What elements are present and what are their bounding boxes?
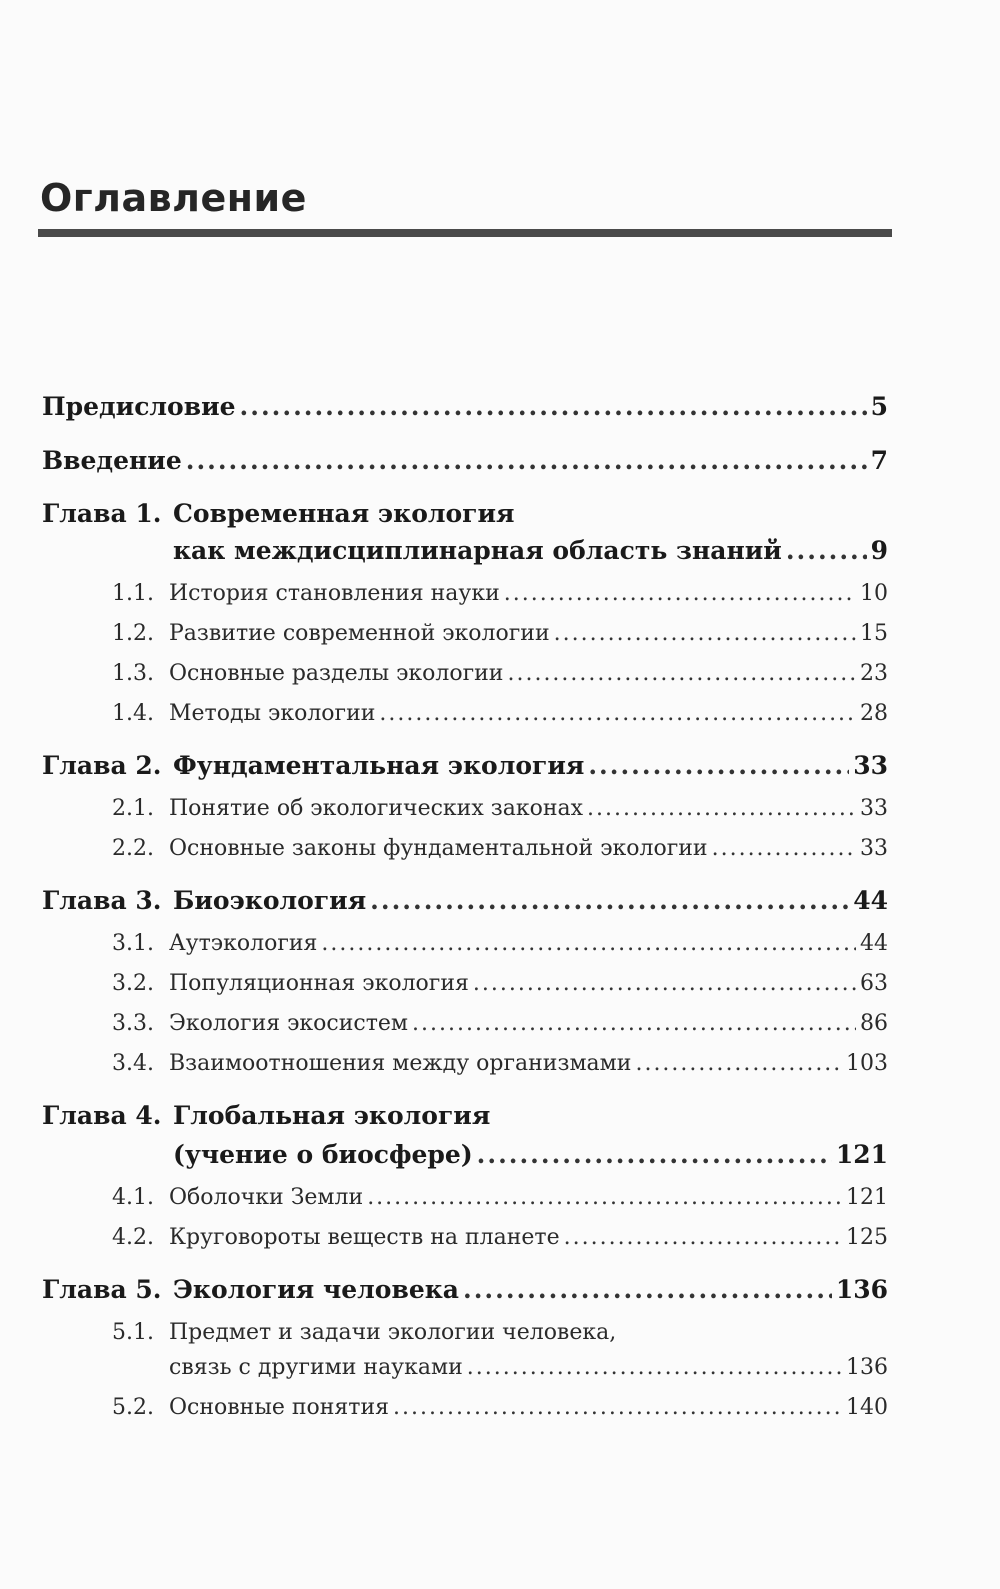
leader-dots bbox=[379, 701, 856, 726]
page-title: Оглавление bbox=[40, 176, 307, 220]
toc-entry-chapter-4-line1[interactable] bbox=[42, 1101, 490, 1130]
toc-label: как междисциплинарная область знаний bbox=[173, 536, 782, 565]
toc-page-number: 136 bbox=[846, 1355, 888, 1380]
toc-page-number: 33 bbox=[860, 796, 888, 821]
toc-page-number: 5 bbox=[870, 392, 888, 421]
toc-label: Аутэкология bbox=[169, 931, 318, 956]
toc-section-number: 5.2. bbox=[112, 1395, 154, 1420]
toc-page-number: 15 bbox=[860, 621, 888, 646]
toc-entry-section-3-2[interactable] bbox=[112, 971, 888, 996]
toc-entry-section-4-1[interactable] bbox=[112, 1185, 888, 1210]
toc-section-number: 1.4. bbox=[112, 701, 154, 726]
toc-entry-section-3-3[interactable] bbox=[112, 1011, 888, 1036]
leader-dots bbox=[507, 661, 856, 686]
toc-label: (учение о биосфере) bbox=[173, 1140, 473, 1169]
leader-dots bbox=[463, 1275, 832, 1304]
toc-page-number: 103 bbox=[846, 1051, 888, 1076]
toc-section-number: 2.1. bbox=[112, 796, 154, 821]
toc-entry-preface[interactable] bbox=[42, 392, 888, 421]
toc-label: Основные разделы экологии bbox=[169, 661, 504, 686]
toc-label: Экология экосистем bbox=[169, 1011, 409, 1036]
toc-chapter-number: Глава 1. bbox=[42, 499, 162, 528]
leader-dots bbox=[786, 536, 867, 565]
toc-label: Методы экологии bbox=[169, 701, 376, 726]
toc-page-number: 10 bbox=[860, 581, 888, 606]
toc-entry-chapter-3[interactable] bbox=[42, 886, 888, 915]
toc-page-number: 9 bbox=[870, 536, 888, 565]
toc-page-number: 23 bbox=[860, 661, 888, 686]
leader-dots bbox=[588, 751, 849, 780]
toc-page-number: 140 bbox=[846, 1395, 888, 1420]
toc-section-number: 3.1. bbox=[112, 931, 154, 956]
toc-label: Глобальная экология bbox=[173, 1101, 491, 1130]
toc-entry-section-1-1[interactable] bbox=[112, 581, 888, 606]
leader-dots bbox=[477, 1140, 832, 1169]
leader-dots bbox=[635, 1051, 842, 1076]
toc-section-number: 4.1. bbox=[112, 1185, 154, 1210]
toc-page-number: 33 bbox=[853, 751, 888, 780]
leader-dots bbox=[473, 971, 856, 996]
toc-section-number: 1.2. bbox=[112, 621, 154, 646]
toc-entry-section-5-1[interactable] bbox=[169, 1355, 888, 1380]
toc-entry-section-3-4[interactable] bbox=[112, 1051, 888, 1076]
leader-dots bbox=[712, 836, 856, 861]
toc-entry-section-5-1-line1[interactable] bbox=[112, 1320, 616, 1345]
toc-label: История становления науки bbox=[169, 581, 500, 606]
toc-section-number: 4.2. bbox=[112, 1225, 154, 1250]
toc-section-number: 3.3. bbox=[112, 1011, 154, 1036]
leader-dots bbox=[186, 446, 867, 475]
toc-label: Оболочки Земли bbox=[169, 1185, 364, 1210]
toc-section-number: 5.1. bbox=[112, 1320, 154, 1345]
toc-page-number: 44 bbox=[860, 931, 888, 956]
toc-page-number: 86 bbox=[860, 1011, 888, 1036]
toc-section-number: 1.1. bbox=[112, 581, 154, 606]
toc-label: Основные законы фундаментальной экологии bbox=[169, 836, 708, 861]
leader-dots bbox=[504, 581, 856, 606]
toc-label: Предмет и задачи экологии человека, bbox=[169, 1320, 617, 1345]
toc-page-number: 44 bbox=[853, 886, 888, 915]
toc-page-number: 125 bbox=[846, 1225, 888, 1250]
toc-label: Фундаментальная экология bbox=[173, 751, 585, 780]
leader-dots bbox=[367, 1185, 842, 1210]
toc-label: Предисловие bbox=[42, 392, 236, 421]
leader-dots bbox=[467, 1355, 842, 1380]
toc-section-number: 2.2. bbox=[112, 836, 154, 861]
toc-chapter-number: Глава 2. bbox=[42, 751, 162, 780]
toc-entry-chapter-4[interactable] bbox=[173, 1140, 888, 1169]
title-underline bbox=[38, 229, 892, 237]
toc-entry-section-1-2[interactable] bbox=[112, 621, 888, 646]
toc-entry-section-2-2[interactable] bbox=[112, 836, 888, 861]
leader-dots bbox=[240, 392, 867, 421]
toc-entry-section-3-1[interactable] bbox=[112, 931, 888, 956]
toc-section-number: 1.3. bbox=[112, 661, 154, 686]
toc-label: связь с другими науками bbox=[169, 1355, 463, 1380]
toc-label: Круговороты веществ на планете bbox=[169, 1225, 560, 1250]
toc-page-number: 63 bbox=[860, 971, 888, 996]
toc-page-number: 33 bbox=[860, 836, 888, 861]
toc-entry-section-1-3[interactable] bbox=[112, 661, 888, 686]
toc-entry-chapter-5[interactable] bbox=[42, 1275, 888, 1304]
toc-label: Понятие об экологических законах bbox=[169, 796, 584, 821]
toc-page-number: 7 bbox=[870, 446, 888, 475]
toc-label: Взаимоотношения между организмами bbox=[169, 1051, 632, 1076]
toc-label: Экология человека bbox=[173, 1275, 459, 1304]
toc-label: Биоэкология bbox=[173, 886, 367, 915]
leader-dots bbox=[321, 931, 856, 956]
toc-label: Введение bbox=[42, 446, 182, 475]
toc-entry-section-2-1[interactable] bbox=[112, 796, 888, 821]
leader-dots bbox=[554, 621, 856, 646]
toc-label: Основные понятия bbox=[169, 1395, 389, 1420]
leader-dots bbox=[393, 1395, 842, 1420]
toc-label: Развитие современной экологии bbox=[169, 621, 550, 646]
toc-chapter-number: Глава 4. bbox=[42, 1101, 162, 1130]
toc-entry-intro[interactable] bbox=[42, 446, 888, 475]
toc-chapter-number: Глава 3. bbox=[42, 886, 162, 915]
toc-label: Современная экология bbox=[173, 499, 515, 528]
toc-entry-section-1-4[interactable] bbox=[112, 701, 888, 726]
toc-entry-chapter-2[interactable] bbox=[42, 751, 888, 780]
toc-section-number: 3.2. bbox=[112, 971, 154, 996]
leader-dots bbox=[564, 1225, 842, 1250]
toc-section-number: 3.4. bbox=[112, 1051, 154, 1076]
toc-page-number: 28 bbox=[860, 701, 888, 726]
leader-dots bbox=[587, 796, 856, 821]
leader-dots bbox=[412, 1011, 856, 1036]
toc-label: Популяционная экология bbox=[169, 971, 469, 996]
toc-entry-chapter-1[interactable] bbox=[173, 536, 888, 565]
toc-page-number: 121 bbox=[835, 1140, 888, 1169]
toc-entry-chapter-1-line1[interactable] bbox=[42, 499, 515, 528]
toc-entry-section-5-2[interactable] bbox=[112, 1395, 888, 1420]
toc-chapter-number: Глава 5. bbox=[42, 1275, 162, 1304]
toc-page-number: 136 bbox=[835, 1275, 888, 1304]
toc-entry-section-4-2[interactable] bbox=[112, 1225, 888, 1250]
toc-page-number: 121 bbox=[846, 1185, 888, 1210]
leader-dots bbox=[370, 886, 849, 915]
